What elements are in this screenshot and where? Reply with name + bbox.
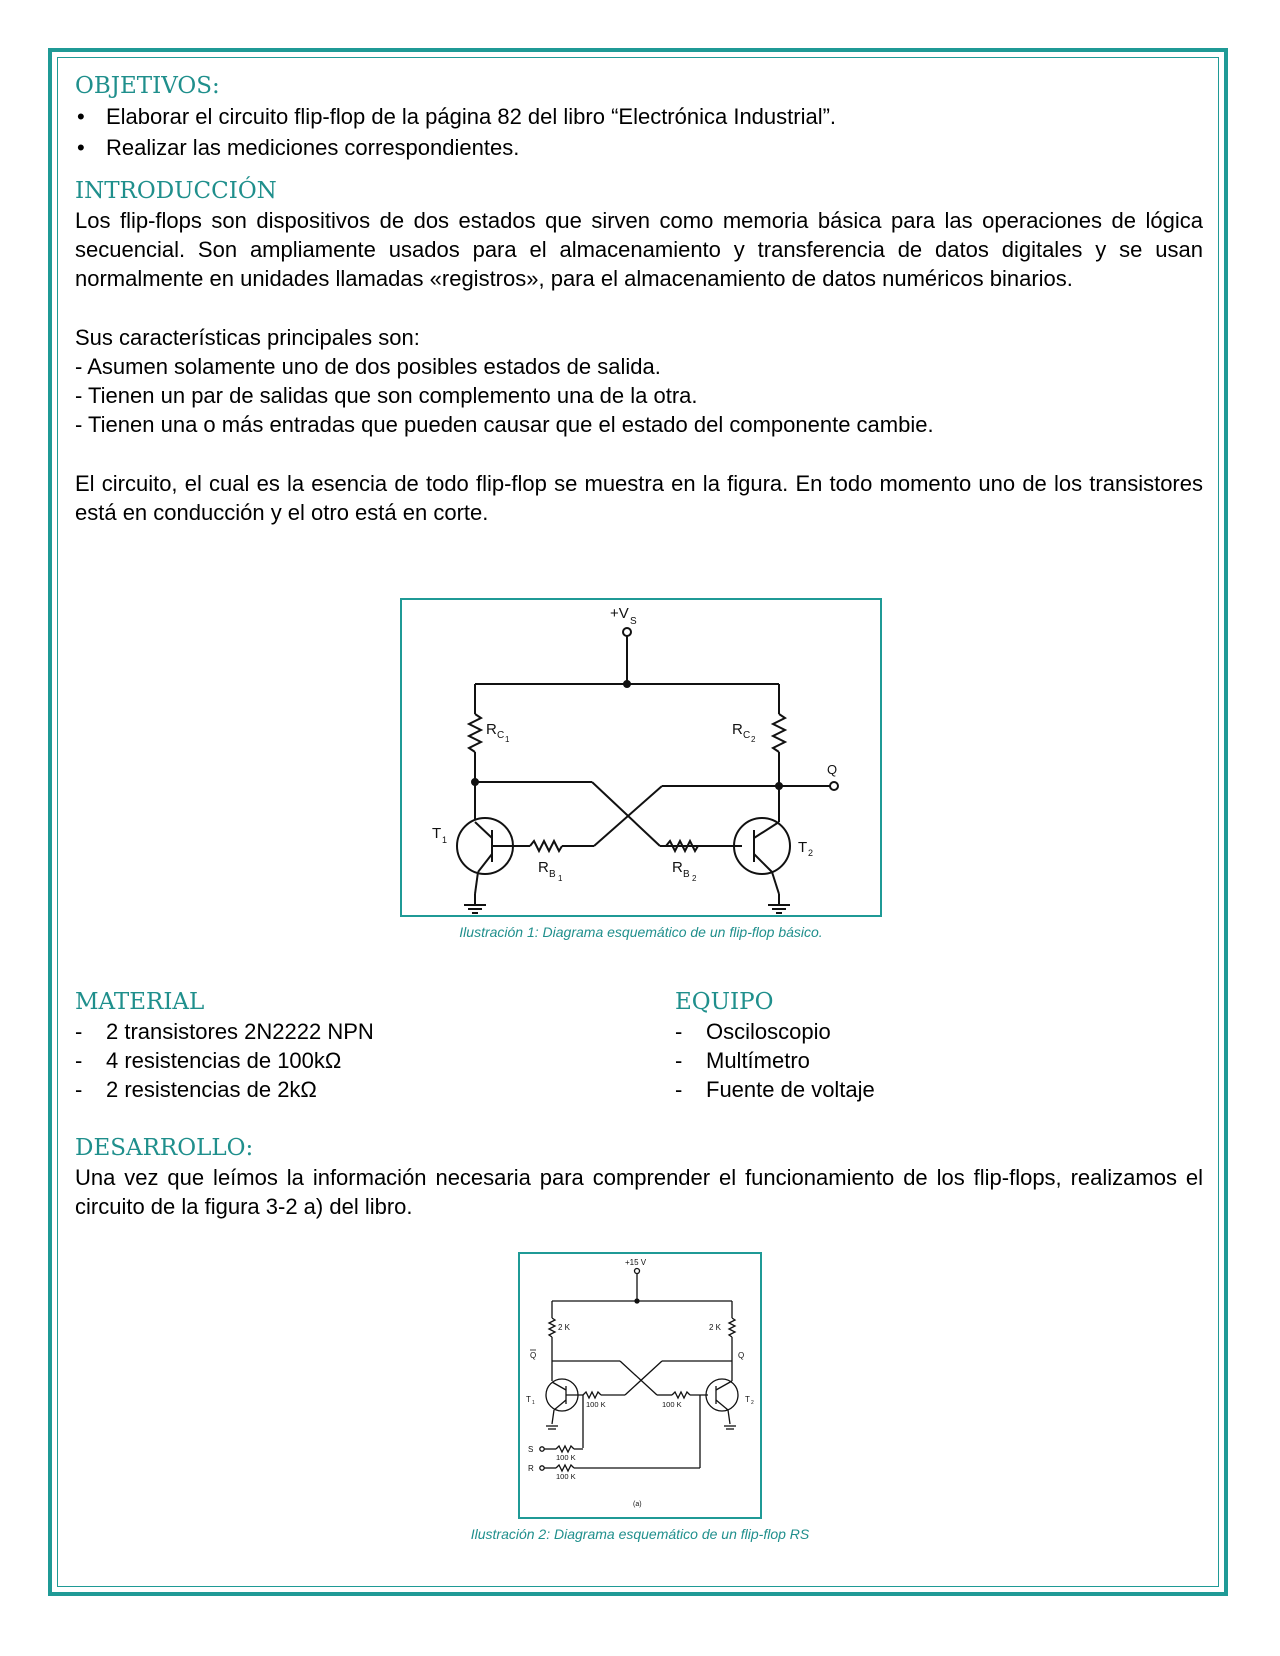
q-label: Q xyxy=(827,762,838,777)
rc1-label: R xyxy=(486,721,497,738)
desarrollo-heading: DESARROLLO: xyxy=(75,1135,254,1161)
t2-transistor xyxy=(734,818,790,874)
figure-2-caption: Ilustración 2: Diagrama esquemático de un flip-flop RS xyxy=(470,1526,810,1542)
characteristic-item: - Tienen un par de salidas que son complemento una de la otra. xyxy=(75,383,698,408)
desarrollo-section xyxy=(75,1134,1203,1221)
panel-label: (a) xyxy=(633,1501,642,1508)
equipo-list xyxy=(675,1017,1175,1104)
list-item: - 4 resistencias de 100kΩ xyxy=(75,1046,635,1075)
list-item: • Elaborar el circuito flip-flop de la página 82 del libro “Electrónica Industrial”. xyxy=(75,101,1203,132)
figure-1-caption: Ilustración 1: Diagrama esquemático de un flip-flop básico. xyxy=(459,924,823,940)
cross-coupling-wire-1 xyxy=(592,782,660,846)
characteristics-title: Sus características principales son: xyxy=(75,325,420,350)
objetivos-list xyxy=(75,101,1203,163)
rc2-resistor xyxy=(773,714,785,752)
rc2-label: R xyxy=(732,721,743,738)
rb2-label: R xyxy=(672,859,683,876)
list-item: - Osciloscopio xyxy=(675,1017,1175,1046)
desarrollo-paragraph: Una vez que leímos la información necesaria para comprender el funcionamiento de los flip-flops, realizamos el circuito de la figura 3-2 a) del libro. xyxy=(75,1165,1203,1219)
t2-label: T xyxy=(798,839,808,856)
r-right-label: 2 K xyxy=(709,1323,722,1332)
figure-1-flip-flop-schematic xyxy=(400,598,882,917)
rc1-resistor xyxy=(469,714,481,752)
equipo-column xyxy=(675,988,1175,1104)
equipo-heading: EQUIPO xyxy=(675,989,774,1015)
vs-terminal xyxy=(623,628,631,636)
list-item: - 2 transistores 2N2222 NPN xyxy=(75,1017,635,1046)
rc2-subscript: C xyxy=(743,730,751,741)
vs-label: +V xyxy=(610,605,629,622)
intro-paragraph-1: Los flip-flops son dispositivos de dos estados que sirven como memoria básica para las operaciones de lógica secuencial. Son ampliamente usados para el almacenamiento y transferencia de datos digitales y se usan normalmente en unidades llamadas «registros», para el almacenamiento de datos numéricos binarios. xyxy=(75,208,1203,291)
rr-resistor xyxy=(556,1465,574,1471)
rr-label: 100 K xyxy=(556,1472,576,1481)
t2-label: T xyxy=(745,1395,750,1404)
r-terminal xyxy=(540,1466,544,1470)
r-left-resistor xyxy=(549,1318,555,1337)
qbar-label: Q xyxy=(530,1351,537,1360)
rc2-subscript-2: 2 xyxy=(751,735,756,744)
introduccion-heading: INTRODUCCIÓN xyxy=(75,178,277,204)
rb1-resistor xyxy=(530,841,562,851)
q-label: Q xyxy=(738,1351,745,1360)
t1-subscript: 1 xyxy=(442,835,448,845)
rc1-subscript-2: 1 xyxy=(505,735,510,744)
vs-subscript: S xyxy=(630,616,637,627)
rb1-label: R xyxy=(538,859,549,876)
q-terminal xyxy=(830,782,838,790)
characteristic-item: - Asumen solamente uno de dos posibles estados de salida. xyxy=(75,354,661,379)
t2-transistor xyxy=(706,1379,738,1411)
rb2-subscript: B xyxy=(683,869,690,880)
rb-left-resistor xyxy=(583,1392,601,1398)
rb1-subscript: B xyxy=(549,869,556,880)
characteristic-item: - Tienen una o más entradas que pueden causar que el estado del componente cambie. xyxy=(75,412,934,437)
intro-paragraph-2: El circuito, el cual es la esencia de todo flip-flop se muestra en la figura. En todo momento uno de los transistores está en conducción y el otro está en corte. xyxy=(75,471,1203,525)
t1-label: T xyxy=(432,825,442,842)
material-column xyxy=(75,988,635,1104)
figure-2-rs-flip-flop-schematic xyxy=(518,1252,762,1519)
list-item: - 2 resistencias de 2kΩ xyxy=(75,1075,635,1104)
list-item: • Realizar las mediciones correspondientes. xyxy=(75,132,1203,163)
objetivos-heading: OBJETIVOS: xyxy=(75,73,220,99)
material-list xyxy=(75,1017,635,1104)
r-left-label: 2 K xyxy=(558,1323,571,1332)
rc1-subscript: C xyxy=(497,730,505,741)
schematic-rs-flip-flop xyxy=(520,1254,760,1517)
rs-label: 100 K xyxy=(556,1453,576,1462)
t2-subscript: 2 xyxy=(808,848,814,858)
t1-subscript: 1 xyxy=(532,1400,535,1406)
r-right-resistor xyxy=(729,1318,735,1337)
t1-label: T xyxy=(526,1395,531,1404)
list-item: - Multímetro xyxy=(675,1046,1175,1075)
s-terminal xyxy=(540,1447,544,1451)
rb-right-label: 100 K xyxy=(662,1400,682,1409)
s-input-label: S xyxy=(528,1445,534,1454)
rb1-subscript-2: 1 xyxy=(558,874,563,883)
main-content xyxy=(75,72,1203,527)
list-item: - Fuente de voltaje xyxy=(675,1075,1175,1104)
vs-label: +15 V xyxy=(625,1258,647,1267)
rb2-subscript-2: 2 xyxy=(692,874,697,883)
material-heading: MATERIAL xyxy=(75,989,205,1015)
rb-left-label: 100 K xyxy=(586,1400,606,1409)
rs-resistor xyxy=(556,1446,574,1452)
rb-right-resistor xyxy=(672,1392,690,1398)
schematic-basic-flip-flop xyxy=(402,600,880,915)
t2-subscript: 2 xyxy=(751,1400,754,1406)
r-input-label: R xyxy=(528,1464,534,1473)
